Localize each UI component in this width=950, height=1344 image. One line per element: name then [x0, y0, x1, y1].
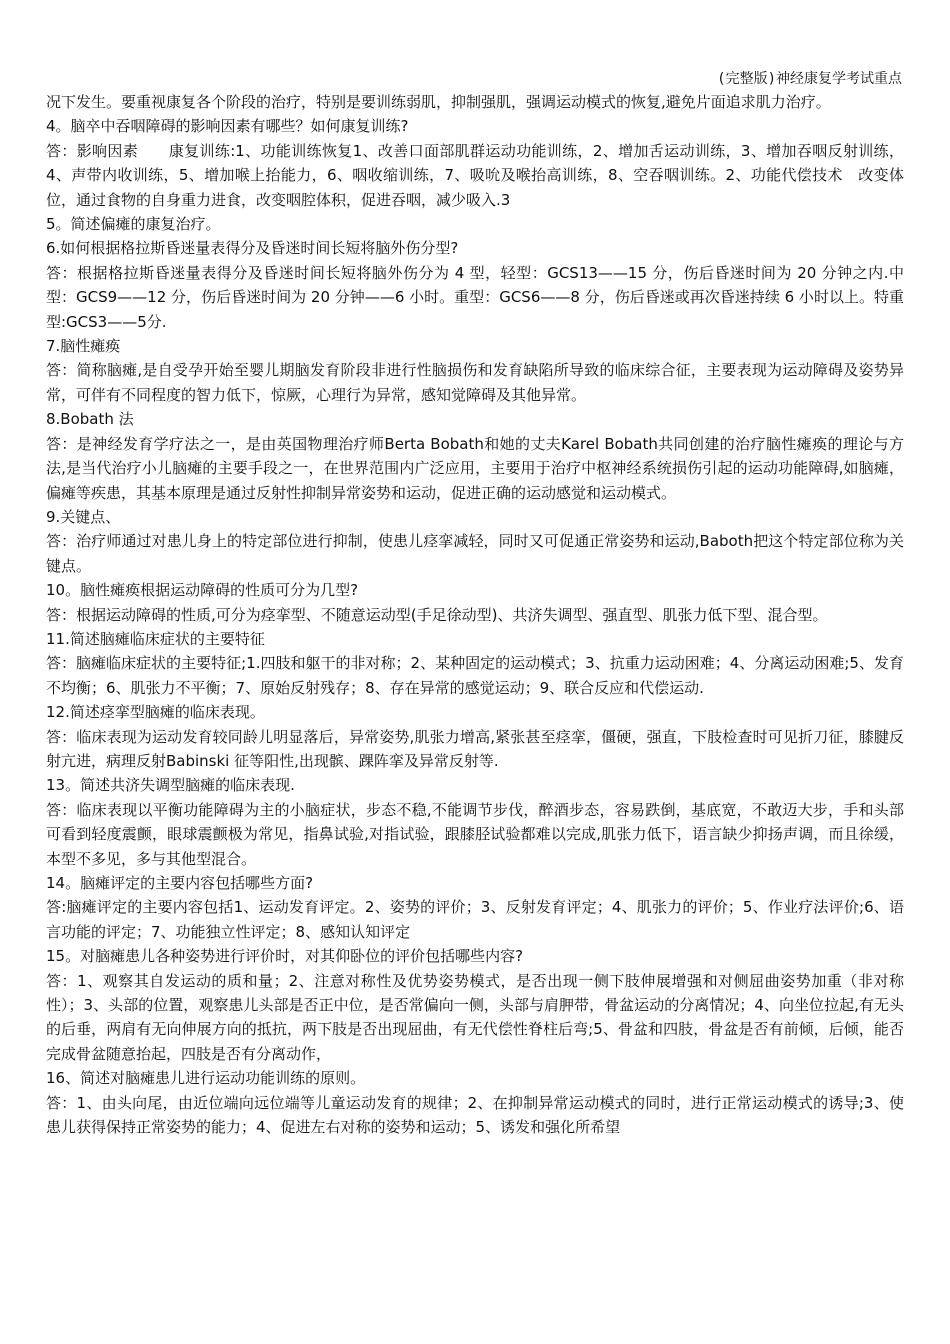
- question-6: 6.如何根据格拉斯昏迷量表得分及昏迷时间长短将脑外伤分型?: [46, 239, 459, 258]
- answer-13: 答：临床表现以平衡功能障碍为主的小脑症状，步态不稳,不能调节步伐，醉酒步态，容易跌倒，基底宽，不敢迈大步，手和头部可看到轻度震颤，眼球震颤极为常见，指鼻试验,对指试验，跟膝胫试验都难以完成,肌张力低下，语言缺少抑扬声调，而且徐缓，本型不多见，多与其他型混合。: [46, 800, 904, 868]
- answer-14: 答:脑瘫评定的主要内容包括1、运动发育评定。2、姿势的评价；3、反射发育评定；4、肌张力的评价；5、作业疗法评价;6、语言功能的评定；7、功能独立性评定；8、感知认知评定: [46, 898, 904, 941]
- question-16: 16、简述对脑瘫患儿进行运动功能训练的原则。: [46, 1069, 366, 1088]
- answer-6: 答：根据格拉斯昏迷量表得分及昏迷时间长短将脑外伤分为 4 型，轻型：GCS13——15 分，伤后昏迷时间为 20 分钟之内.中型：GCS9——12 分，伤后昏迷时间为 20 分钟——6 小时。重型：GCS6——8 分，伤后昏迷或再次昏迷持续 6 小时以上。特重型:GCS3——5分.: [46, 263, 904, 331]
- answer-12: 答：临床表现为运动发育较同龄儿明显落后，异常姿势,肌张力增高,紧张甚至痉挛，僵硬，强直，下肢检查时可见折刀征，膝腱反射亢进，病理反射Babinski 征等阳性,出现髌、踝阵挛及异常反射等.: [46, 727, 904, 770]
- question-9: 9.关键点、: [46, 507, 121, 526]
- answer-9: 答：治疗师通过对患儿身上的特定部位进行抑制，使患儿痉挛减轻，同时又可促通正常姿势和运动,Baboth把这个特定部位称为关键点。: [46, 532, 904, 575]
- answer-8: 答：是神经发育学疗法之一，是由英国物理治疗师Berta Bobath和她的丈夫Karel Bobath共同创建的治疗脑性瘫痪的理论与方法,是当代治疗小儿脑瘫的主要手段之一，在世界范围内广泛应用，主要用于治疗中枢神经系统损伤引起的运动功能障碍,如脑瘫，偏瘫等疾患，其基本原理是通过反射性抑制异常姿势和运动，促进正确的运动感觉和运动模式。: [46, 434, 904, 502]
- question-11: 11.简述脑瘫临床症状的主要特征: [46, 629, 265, 648]
- question-7: 7.脑性瘫痪: [46, 337, 121, 356]
- answer-4: 答：影响因素 康复训练:1、功能训练恢复1、改善口面部肌群运动功能训练，2、增加舌运动训练，3、增加吞咽反射训练，4、声带内收训练，5、增加喉上抬能力，6、咽收缩训练，7、吸吮及喉抬高训练，8、空吞咽训练。2、功能代偿技术 改变体位，通过食物的自身重力进食，改变咽腔体积，促进吞咽，减少吸入.3: [46, 141, 904, 209]
- answer-15: 答：1、观察其自发运动的质和量；2、注意对称性及优势姿势模式，是否出现一侧下肢伸展增强和对侧屈曲姿势加重（非对称性）；3、头部的位置，观察患儿头部是否正中位，是否常偏向一侧，头部与肩胛带，骨盆运动的分离情况；4、向坐位拉起,有无头的后垂，两肩有无向伸展方向的抵抗，两下肢是否出现屈曲，有无代偿性脊柱后弯;5、骨盆和四肢，骨盆是否有前倾，后倾，能否完成骨盆随意抬起，四肢是否有分离动作，: [46, 971, 904, 1063]
- answer-16: 答：1、由头向尾，由近位端向远位端等儿童运动发育的规律；2、在抑制异常运动模式的同时，进行正常运动模式的诱导;3、使患儿获得保持正常姿势的能力；4、促进左右对称的姿势和运动；5、诱发和强化所希望: [46, 1093, 904, 1137]
- page-header: (完整版)神经康复学考试重点: [717, 71, 902, 87]
- question-12: 12.简述痉挛型脑瘫的临床表现。: [46, 703, 265, 722]
- question-15: 15。对脑瘫患儿各种姿势进行评价时，对其仰卧位的评价包括哪些内容?: [46, 947, 524, 966]
- document-body: [46, 90, 904, 1139]
- question-8: 8.Bobath 法: [46, 410, 134, 429]
- question-5: 5。简述偏瘫的康复治疗。: [46, 215, 221, 234]
- answer-7: 答：简称脑瘫,是自受孕开始至婴儿期脑发育阶段非进行性脑损伤和发育缺陷所导致的临床综合征，主要表现为运动障碍及姿势异常，可伴有不同程度的智力低下，惊厥，心理行为异常，感知觉障碍及其他异常。: [46, 361, 904, 404]
- question-10: 10。脑性瘫痪根据运动障碍的性质可分为几型?: [46, 581, 359, 600]
- question-13: 13。简述共济失调型脑瘫的临床表现.: [46, 776, 295, 795]
- question-14: 14。脑瘫评定的主要内容包括哪些方面?: [46, 874, 314, 892]
- question-4: 4。脑卒中吞咽障碍的影响因素有哪些？如何康复训练?: [46, 117, 409, 136]
- answer-10: 答：根据运动障碍的性质,可分为痉挛型、不随意运动型(手足徐动型)、共济失调型、强直型、肌张力低下型、混合型。: [46, 605, 828, 624]
- paragraph-continuation: 况下发生。要重视康复各个阶段的治疗，特别是要训练弱肌，抑制强肌，强调运动模式的恢复,避免片面追求肌力治疗。: [46, 93, 831, 111]
- answer-11: 答：脑瘫临床症状的主要特征;1.四肢和躯干的非对称；2、某种固定的运动模式；3、抗重力运动困难；4、分离运动困难;5、发育不均衡；6、肌张力不平衡；7、原始反射残存；8、存在异常的感觉运动；9、联合反应和代偿运动.: [46, 654, 904, 697]
